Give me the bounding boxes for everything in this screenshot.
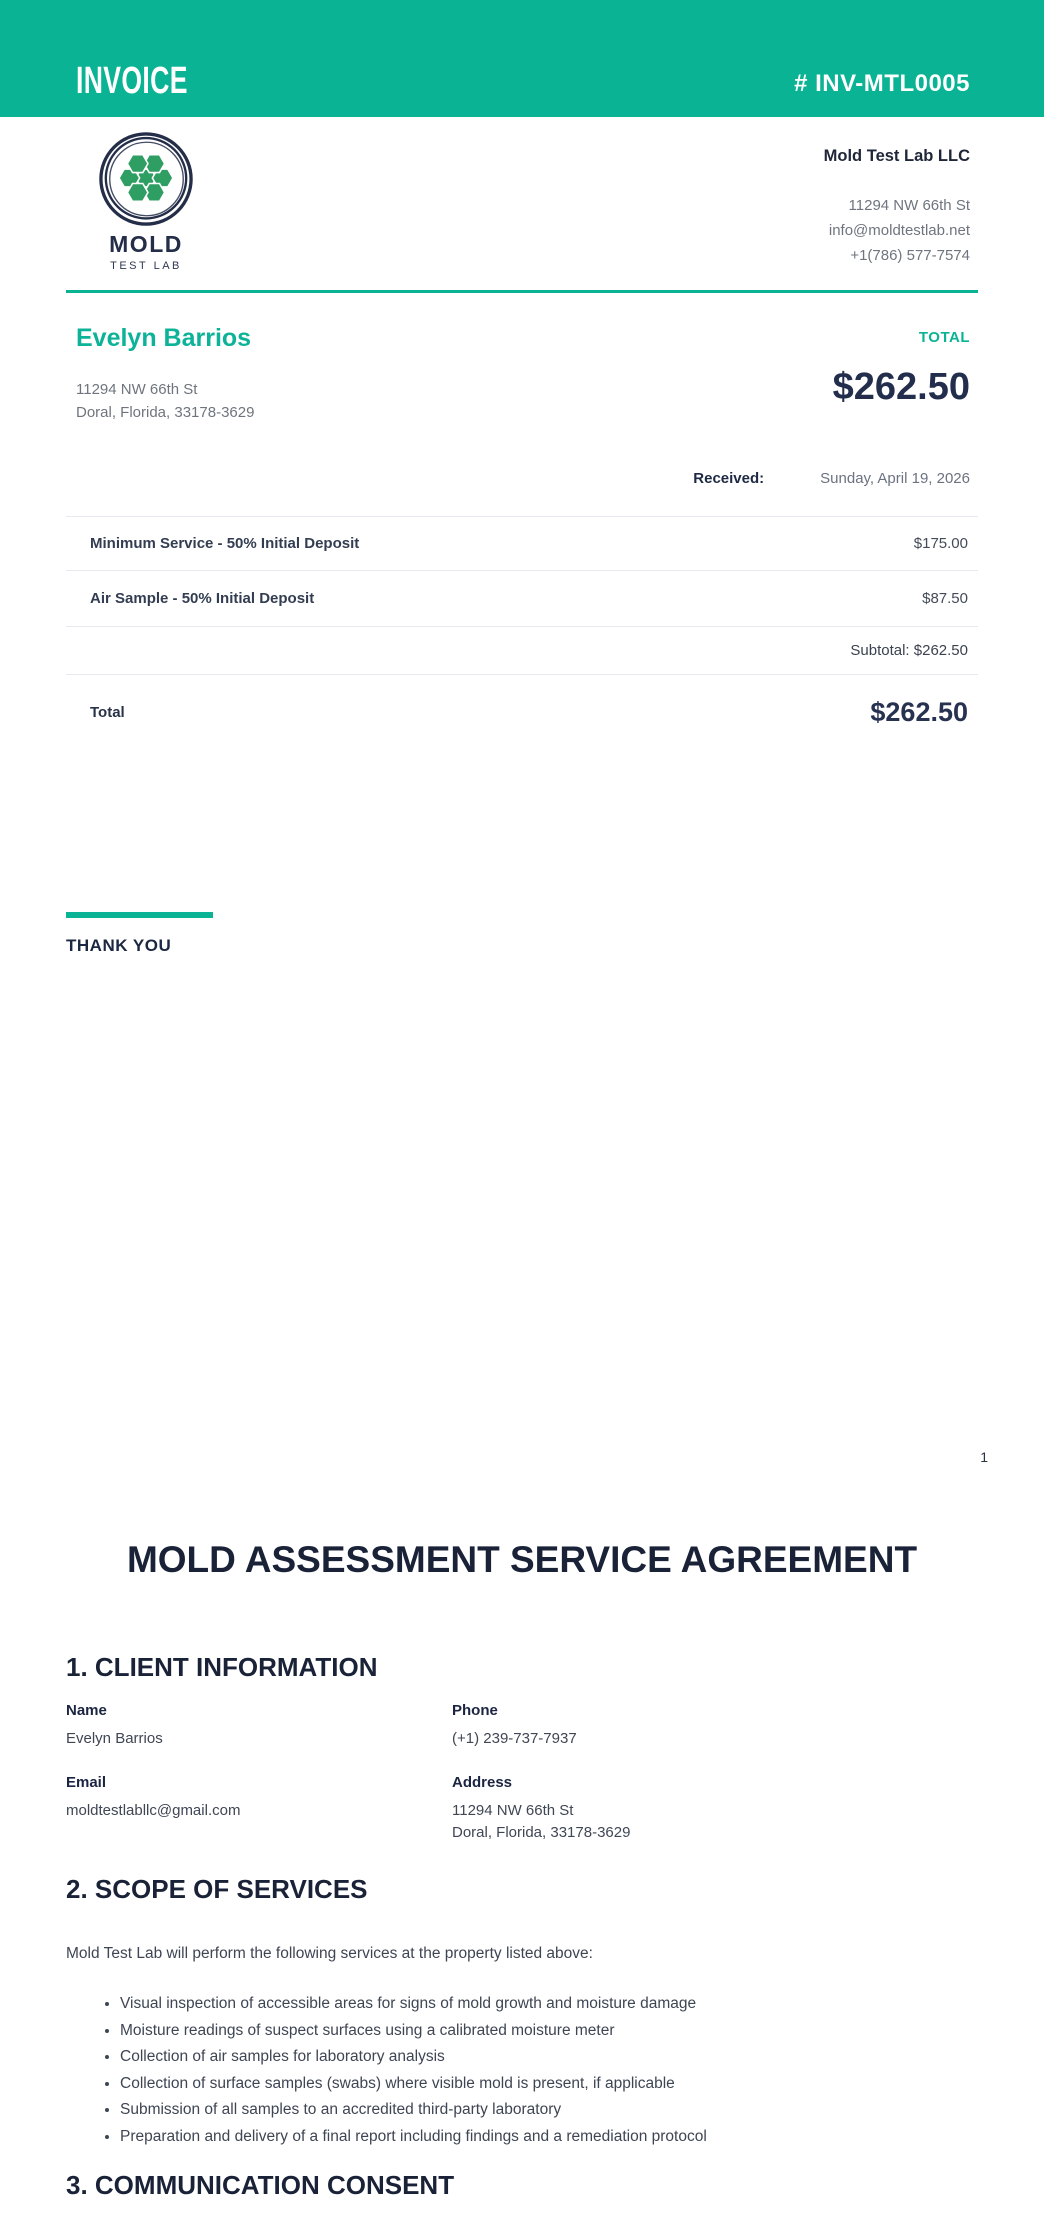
- agreement-title: MOLD ASSESSMENT SERVICE AGREEMENT: [126, 1539, 918, 1580]
- item-amount: $87.50: [922, 590, 968, 607]
- subtotal-row: [66, 627, 978, 675]
- field-label: Phone: [452, 1702, 498, 1719]
- field-value: [452, 1800, 630, 1844]
- client-address-line2: Doral, Florida, 33178-3629: [76, 403, 255, 421]
- client-name: Evelyn Barrios: [76, 324, 252, 352]
- field-label: Email: [66, 1774, 107, 1791]
- field-value: Evelyn Barrios: [66, 1730, 163, 1747]
- list-item: • Preparation and delivery of a final report including findings and a remediation protocol: [120, 2124, 707, 2151]
- subtotal-text: Subtotal: $262.50: [850, 642, 968, 659]
- client-information-grid: [66, 1702, 630, 1844]
- total-row-amount: $262.50: [870, 696, 968, 727]
- list-item: • Moisture readings of suspect surfaces using a calibrated moisture meter: [120, 2018, 707, 2045]
- invoice-number: # INV-MTL0005: [794, 70, 970, 97]
- received-row: [693, 470, 970, 487]
- company-phone: +1(786) 577-7574: [850, 247, 970, 264]
- scope-services-list: [66, 1991, 707, 2150]
- address-line1: 11294 NW 66th St: [452, 1802, 574, 1819]
- list-item: • Visual inspection of accessible areas for signs of mold growth and moisture damage: [120, 1991, 707, 2018]
- list-item: • Submission of all samples to an accredited third-party laboratory: [120, 2097, 707, 2124]
- client-address-line1: 11294 NW 66th St: [76, 381, 198, 398]
- list-item: • Collection of air samples for laboratory analysis: [120, 2044, 707, 2071]
- item-amount: $175.00: [913, 535, 968, 552]
- field-phone: [452, 1702, 630, 1750]
- list-item: • Collection of surface samples (swabs) where visible mold is present, if applicable: [120, 2071, 707, 2098]
- section-heading-client-information: 1. CLIENT INFORMATION: [66, 1652, 378, 1682]
- total-row: [66, 675, 978, 749]
- logo-word: MOLD: [109, 231, 183, 257]
- client-address: [76, 379, 254, 424]
- field-email: [66, 1774, 452, 1844]
- field-address: [452, 1774, 630, 1844]
- section-heading-communication-consent: 3. COMMUNICATION CONSENT: [66, 2170, 455, 2200]
- received-label: Received:: [693, 470, 765, 487]
- item-label: Air Sample - 50% Initial Deposit: [90, 590, 315, 607]
- total-amount: $262.50: [832, 366, 970, 408]
- thank-you-accent-bar: [66, 912, 213, 918]
- field-value: moldtestlabllc@gmail.com: [66, 1802, 241, 1819]
- mold-spore-cluster-icon: [97, 130, 195, 228]
- scope-intro-paragraph: Mold Test Lab will perform the following services at the property listed above:: [66, 1945, 593, 1962]
- section-heading-scope-of-services: 2. SCOPE OF SERVICES: [66, 1874, 368, 1904]
- address-line2: Doral, Florida, 33178-3629: [452, 1824, 631, 1841]
- total-row-label: Total: [90, 703, 125, 721]
- company-email: info@moldtestlab.net: [828, 222, 970, 239]
- thank-you-text: THANK YOU: [66, 936, 172, 955]
- item-label: Minimum Service - 50% Initial Deposit: [90, 535, 360, 552]
- total-label: TOTAL: [918, 329, 970, 346]
- line-items-table: [66, 516, 978, 749]
- field-label: Name: [66, 1702, 107, 1719]
- company-address: 11294 NW 66th St: [848, 197, 970, 214]
- invoice-title: INVOICE: [76, 60, 188, 102]
- company-name: Mold Test Lab LLC: [823, 147, 970, 165]
- invoice-header-bar: [0, 0, 1044, 117]
- table-row: [66, 571, 978, 627]
- teal-divider: [66, 290, 978, 293]
- company-info: [824, 147, 970, 268]
- page-number: 1: [980, 1449, 988, 1465]
- table-row: [66, 516, 978, 571]
- logo-subword: TEST LAB: [110, 260, 182, 272]
- field-value: (+1) 239-737-7937: [452, 1730, 577, 1747]
- field-label: Address: [452, 1774, 513, 1791]
- received-date: Sunday, April 19, 2026: [820, 470, 970, 487]
- mold-test-lab-logo: [95, 130, 197, 272]
- field-name: [66, 1702, 452, 1750]
